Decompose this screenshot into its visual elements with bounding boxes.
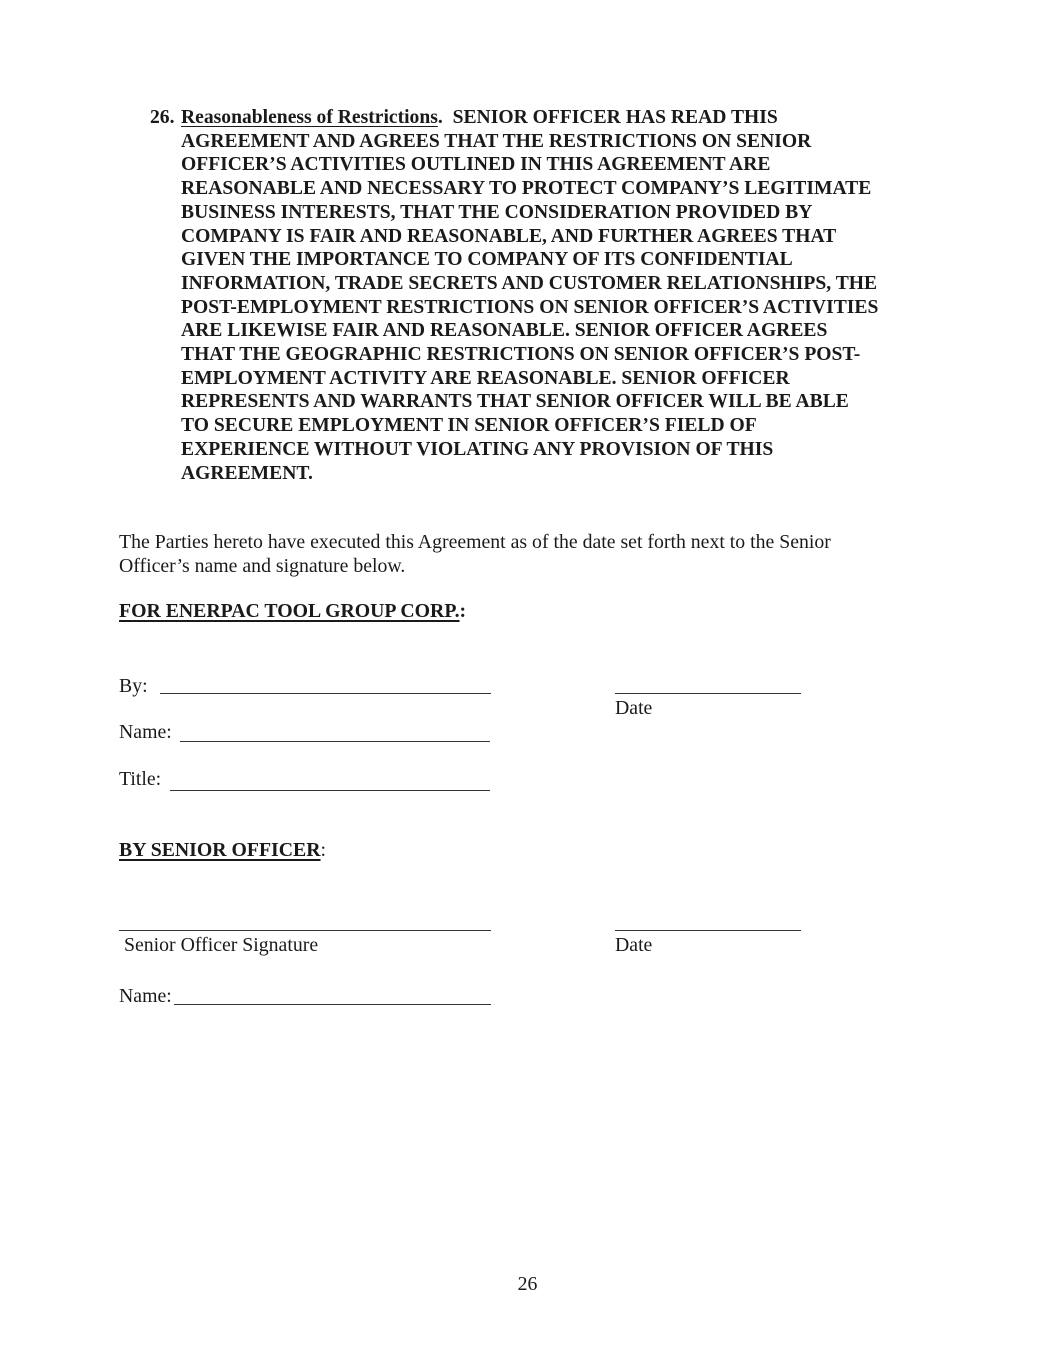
section-line: EMPLOYMENT ACTIVITY ARE REASONABLE. SENIOR OFFICER — [181, 367, 790, 389]
section-first-line-text: SENIOR OFFICER HAS READ THIS — [452, 107, 778, 128]
officer-block-heading — [119, 839, 326, 862]
execution-paragraph-line: The Parties hereto have executed this Agreement as of the date set forth next to the Senior — [119, 531, 831, 553]
page-number: 26 — [517, 1273, 538, 1295]
section-line: AGREEMENT AND AGREES THAT THE RESTRICTIONS ON SENIOR — [181, 130, 812, 152]
company-by-label: By: — [119, 675, 148, 697]
section-line: COMPANY IS FAIR AND REASONABLE, AND FURTHER AGREES THAT — [181, 225, 837, 247]
company-by-signature-line[interactable] — [160, 693, 491, 694]
officer-signature-caption: Senior Officer Signature — [124, 934, 319, 956]
section-first-line — [181, 106, 940, 130]
section-line: INFORMATION, TRADE SECRETS AND CUSTOMER RELATIONSHIPS, THE — [181, 272, 878, 294]
company-name-label: Name: — [119, 721, 172, 743]
officer-signature-line[interactable] — [119, 930, 491, 931]
section-line: BUSINESS INTERESTS, THAT THE CONSIDERATION PROVIDED BY — [181, 201, 813, 223]
section-title-suffix: . — [437, 107, 443, 128]
officer-date-line[interactable] — [615, 930, 801, 931]
officer-name-label: Name: — [119, 985, 172, 1007]
section-line: EXPERIENCE WITHOUT VIOLATING ANY PROVISION OF THIS — [181, 438, 774, 460]
section-line: ARE LIKEWISE FAIR AND REASONABLE. SENIOR OFFICER AGREES — [181, 320, 828, 342]
section-26 — [150, 106, 940, 485]
section-line: THAT THE GEOGRAPHIC RESTRICTIONS ON SENIOR OFFICER’S POST- — [181, 344, 861, 366]
company-title-label: Title: — [119, 768, 162, 790]
company-date-line[interactable] — [615, 693, 801, 694]
section-line: GIVEN THE IMPORTANCE TO COMPANY OF ITS CONFIDENTIAL — [181, 249, 793, 271]
officer-heading-suffix: : — [320, 839, 327, 861]
officer-heading: BY SENIOR OFFICER — [119, 839, 321, 861]
company-title-line[interactable] — [170, 790, 490, 791]
company-name: FOR ENERPAC TOOL GROUP CORP. — [119, 600, 460, 622]
officer-date-label: Date — [615, 934, 653, 956]
section-line: OFFICER’S ACTIVITIES OUTLINED IN THIS AGREEMENT ARE — [181, 154, 771, 176]
company-block-heading — [119, 600, 466, 623]
section-line: TO SECURE EMPLOYMENT IN SENIOR OFFICER’S FIELD OF — [181, 415, 757, 437]
company-name-line[interactable] — [180, 741, 490, 742]
section-line: AGREEMENT. — [181, 462, 313, 484]
section-number: 26. — [150, 107, 175, 128]
section-line: REPRESENTS AND WARRANTS THAT SENIOR OFFICER WILL BE ABLE — [181, 391, 849, 413]
company-date-label: Date — [615, 697, 653, 719]
officer-name-line[interactable] — [174, 1004, 491, 1005]
section-title: Reasonableness of Restrictions — [181, 107, 438, 128]
execution-paragraph-line: Officer’s name and signature below. — [119, 555, 406, 577]
section-line: REASONABLE AND NECESSARY TO PROTECT COMPANY’S LEGITIMATE — [181, 178, 872, 200]
execution-paragraph — [119, 530, 919, 578]
section-line: POST-EMPLOYMENT RESTRICTIONS ON SENIOR OFFICER’S ACTIVITIES — [181, 296, 879, 318]
section-body — [181, 106, 940, 485]
company-heading-suffix: : — [459, 600, 467, 622]
